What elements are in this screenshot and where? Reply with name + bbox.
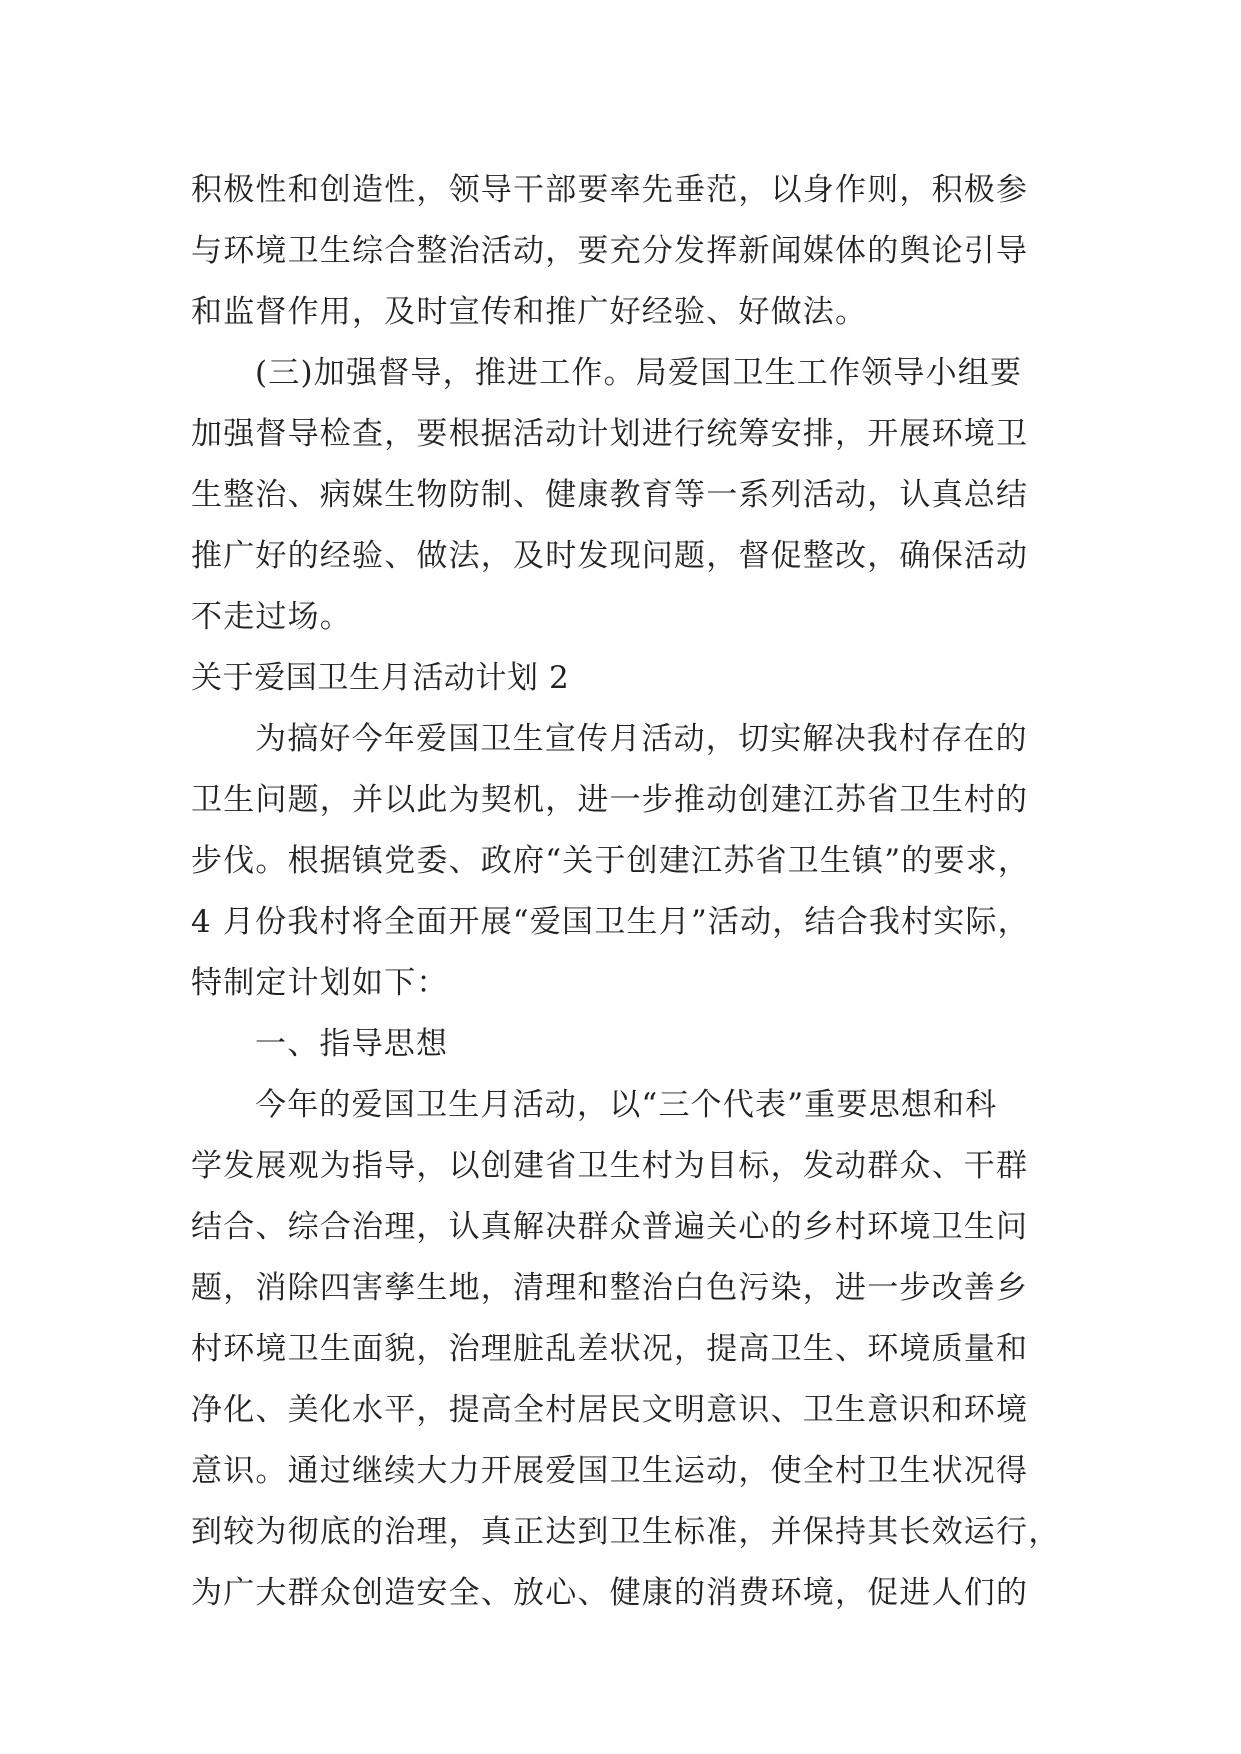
body-text-line: 特制定计划如下： <box>191 965 449 1001</box>
body-text-line: 加强督导检查，要根据活动计划进行统筹安排，开展环境卫 <box>191 416 1029 452</box>
body-text-line: 和监督作用，及时宣传和推广好经验、好做法。 <box>191 294 868 330</box>
body-text-line: 积极性和创造性，领导干部要率先垂范，以身作则，积极参 <box>191 172 1029 208</box>
body-text-line: 净化、美化水平，提高全村居民文明意识、卫生意识和环境 <box>191 1392 1029 1428</box>
body-text-line: 为广大群众创造安全、放心、健康的消费环境，促进人们的 <box>191 1575 1029 1611</box>
body-text-line: 村环境卫生面貌，治理脏乱差状况，提高卫生、环境质量和 <box>191 1331 1029 1367</box>
body-text-line: 与环境卫生综合整治活动，要充分发挥新闻媒体的舆论引导 <box>191 233 1029 269</box>
document-body <box>191 160 1091 1624</box>
body-text-line: 推广好的经验、做法，及时发现问题，督促整改，确保活动 <box>191 538 1029 574</box>
document-heading: 关于爱国卫生月活动计划 2 <box>191 660 570 696</box>
body-text-line: 意识。通过继续大力开展爱国卫生运动，使全村卫生状况得 <box>191 1453 1029 1489</box>
body-text-line: 卫生问题，并以此为契机，进一步推动创建江苏省卫生村的 <box>191 782 1029 818</box>
body-text-line: 4 月份我村将全面开展“爱国卫生月”活动，结合我村实际， <box>191 904 1030 940</box>
section-heading-guiding-ideology: 一、指导思想 <box>255 1026 449 1062</box>
body-text-line: 步伐。根据镇党委、政府“关于创建江苏省卫生镇”的要求， <box>191 843 1031 879</box>
section-three-paragraph-line: (三)加强督导，推进工作。局爱国卫生工作领导小组要 <box>255 355 1023 391</box>
body-text-line: 生整治、病媒生物防制、健康教育等一系列活动，认真总结 <box>191 477 1029 513</box>
body-text-line: 题，消除四害孳生地，清理和整治白色污染，进一步改善乡 <box>191 1270 1029 1306</box>
guiding-paragraph-line: 今年的爱国卫生月活动，以“三个代表”重要思想和科 <box>255 1087 998 1123</box>
body-text-line: 结合、综合治理，认真解决群众普遍关心的乡村环境卫生问 <box>191 1209 1029 1245</box>
body-text-line: 学发展观为指导，以创建省卫生村为目标，发动群众、干群 <box>191 1148 1029 1184</box>
body-text-line: 到较为彻底的治理，真正达到卫生标准，并保持其长效运行， <box>191 1514 1061 1550</box>
body-text-line: 不走过场。 <box>191 599 352 635</box>
intro-paragraph-line: 为搞好今年爱国卫生宣传月活动，切实解决我村存在的 <box>255 721 1028 757</box>
